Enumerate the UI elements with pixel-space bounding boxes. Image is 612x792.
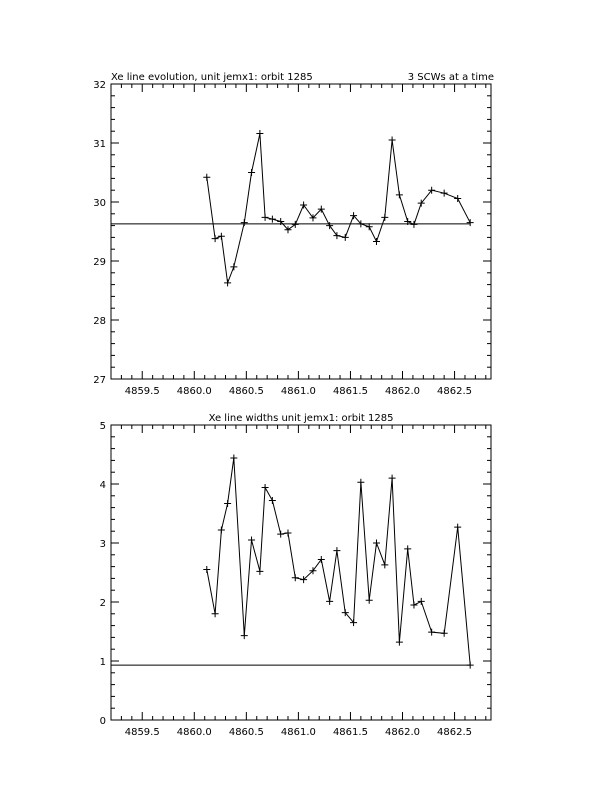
y-tick-label: 3: [99, 539, 106, 550]
data-point: [224, 500, 231, 507]
x-tick-label: 4862.0: [385, 727, 421, 738]
data-point: [418, 598, 425, 605]
data-point: [300, 201, 307, 208]
data-point: [212, 235, 219, 242]
data-point: [467, 662, 474, 669]
plot-frame: [111, 425, 491, 720]
x-tick-label: 4862.5: [437, 727, 473, 738]
x-tick-label: 4859.5: [124, 386, 160, 397]
y-tick-label: 27: [93, 375, 106, 386]
data-point: [284, 529, 291, 536]
data-point: [396, 639, 403, 646]
data-point: [333, 232, 340, 239]
y-tick-label: 29: [93, 257, 106, 268]
data-point: [441, 190, 448, 197]
data-point: [467, 219, 474, 226]
data-point: [224, 279, 231, 286]
x-tick-label: 4860.5: [228, 727, 264, 738]
data-point: [333, 547, 340, 554]
data-point: [326, 222, 333, 229]
data-point: [203, 566, 210, 573]
data-point: [277, 531, 284, 538]
data-point: [262, 214, 269, 221]
data-point: [381, 561, 388, 568]
chart-annotation: 3 SCWs at a time: [407, 72, 494, 83]
y-tick-label: 28: [93, 316, 106, 327]
chart-title: Xe line evolution, unit jemx1: orbit 1285: [111, 72, 313, 83]
data-point: [269, 497, 276, 504]
x-tick-label: 4860.0: [176, 386, 212, 397]
series-line: [207, 458, 470, 665]
data-point: [410, 601, 417, 608]
data-point: [373, 238, 380, 245]
x-tick-label: 4861.5: [332, 727, 368, 738]
series-line: [207, 134, 470, 283]
y-tick-label: 30: [93, 198, 106, 209]
data-point: [269, 216, 276, 223]
x-tick-label: 4862.0: [385, 386, 421, 397]
data-point: [381, 214, 388, 221]
data-point: [230, 455, 237, 462]
x-tick-label: 4861.0: [280, 386, 316, 397]
data-point: [218, 233, 225, 240]
data-point: [454, 524, 461, 531]
y-tick-label: 32: [93, 80, 106, 91]
data-point: [256, 568, 263, 575]
data-point: [428, 629, 435, 636]
chart-title: Xe line widths unit jemx1: orbit 1285: [208, 413, 394, 424]
data-point: [212, 610, 219, 617]
x-tick-label: 4862.5: [437, 386, 473, 397]
data-point: [203, 174, 210, 181]
y-tick-label: 2: [99, 598, 106, 609]
data-point: [248, 537, 255, 544]
data-point: [410, 221, 417, 228]
data-point: [373, 540, 380, 547]
y-tick-label: 4: [99, 480, 106, 491]
y-tick-label: 1: [99, 657, 106, 668]
data-point: [262, 484, 269, 491]
evolution-chart-panel: [93, 72, 494, 397]
data-point: [248, 169, 255, 176]
data-point: [256, 130, 263, 137]
data-point: [357, 479, 364, 486]
data-point: [326, 598, 333, 605]
data-point: [241, 219, 248, 226]
x-tick-label: 4859.5: [124, 727, 160, 738]
data-point: [230, 263, 237, 270]
data-point: [366, 597, 373, 604]
data-point: [454, 195, 461, 202]
y-tick-label: 31: [93, 139, 106, 150]
x-tick-label: 4860.0: [176, 727, 212, 738]
y-tick-label: 0: [99, 716, 106, 727]
data-point: [292, 574, 299, 581]
x-tick-label: 4861.0: [280, 727, 316, 738]
widths-chart-panel: [100, 413, 491, 738]
y-tick-label: 5: [99, 421, 106, 432]
plot-frame: [111, 84, 491, 379]
x-tick-label: 4861.5: [332, 386, 368, 397]
data-point: [396, 191, 403, 198]
data-point: [404, 545, 411, 552]
x-tick-label: 4860.5: [228, 386, 264, 397]
data-point: [342, 234, 349, 241]
data-point: [292, 221, 299, 228]
data-point: [389, 475, 396, 482]
data-point: [441, 630, 448, 637]
data-point: [218, 527, 225, 534]
data-point: [241, 632, 248, 639]
data-point: [389, 137, 396, 144]
